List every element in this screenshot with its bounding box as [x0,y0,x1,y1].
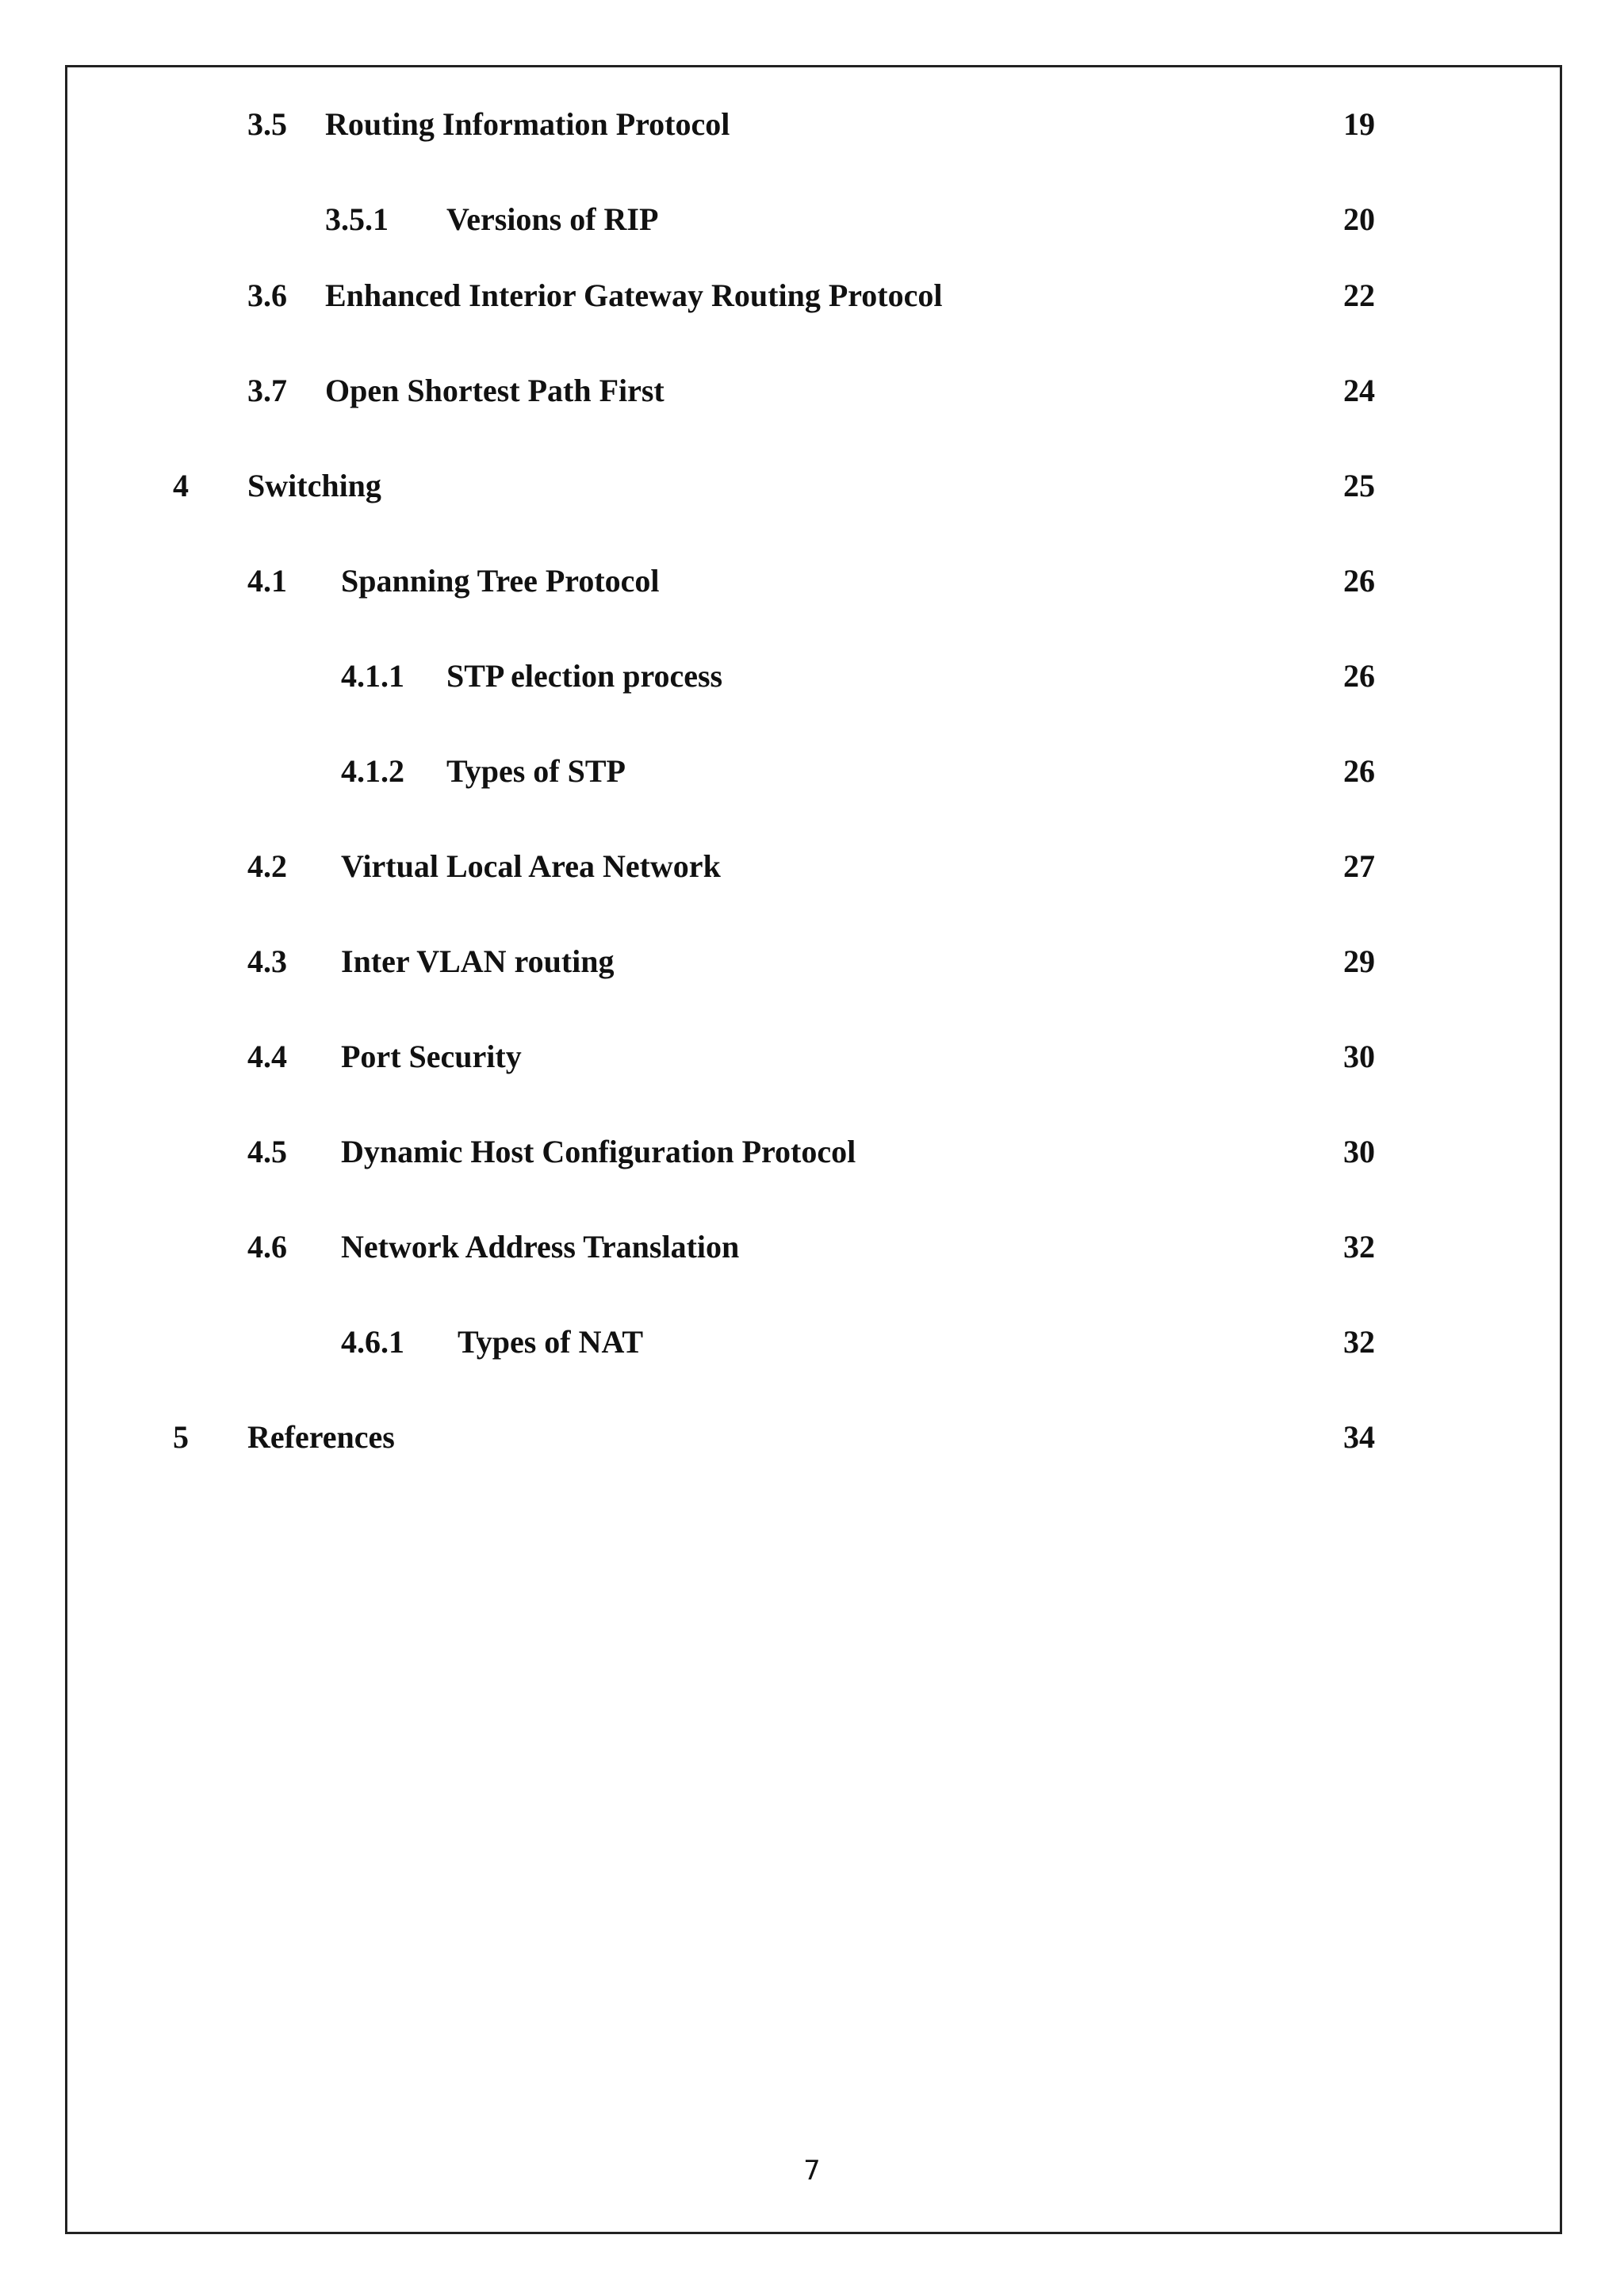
toc-entry-title: Routing Information Protocol [325,106,730,142]
toc-entry-number: 4.2 [247,848,287,884]
toc-entry [0,843,1624,890]
toc-entry-number: 4.6 [247,1229,287,1265]
toc-entry [0,1414,1624,1461]
toc-entry-page: 32 [1343,1229,1375,1265]
toc-entry-number: 4.3 [247,943,287,979]
toc-entry-number: 4 [173,468,189,503]
toc-entry-page: 34 [1343,1419,1375,1455]
toc-entry-number: 3.5.1 [325,201,389,237]
toc-entry-title: Spanning Tree Protocol [341,563,660,599]
toc-entry [0,1128,1624,1176]
toc-entry [0,938,1624,985]
toc-entry-number: 3.6 [247,277,287,313]
toc-entry-number: 4.1.1 [341,658,404,694]
toc-entry-page: 30 [1343,1134,1375,1169]
toc-entry-page: 26 [1343,658,1375,694]
toc-entry [0,367,1624,415]
toc-entry-title: Virtual Local Area Network [341,848,721,884]
toc-entry-number: 3.7 [247,373,287,408]
toc-entry-page: 20 [1343,201,1375,237]
toc-entry-title: Switching [247,468,381,503]
toc-entry-number: 5 [173,1419,189,1455]
toc-entry-number: 4.4 [247,1039,287,1074]
toc-entry-page: 29 [1343,943,1375,979]
toc-entry-title: References [247,1419,395,1455]
toc-entry-title: Types of STP [446,753,626,789]
toc-entry [0,101,1624,148]
toc-entry [0,272,1624,320]
toc-entry-title: STP election process [446,658,723,694]
toc-entry-number: 4.1 [247,563,287,599]
toc-entry-page: 26 [1343,563,1375,599]
page-number: 7 [803,2155,821,2187]
toc-entry [0,1318,1624,1366]
toc-entry [0,462,1624,510]
toc-entry-title: Dynamic Host Configuration Protocol [341,1134,856,1169]
toc-entry-page: 19 [1343,106,1375,142]
toc-entry [0,557,1624,605]
toc-entry-number: 3.5 [247,106,287,142]
toc-entry-number: 4.5 [247,1134,287,1169]
toc-entry [0,1223,1624,1271]
toc-entry-title: Enhanced Interior Gateway Routing Protocol [325,277,943,313]
toc-entry-title: Port Security [341,1039,522,1074]
toc-entry-page: 30 [1343,1039,1375,1074]
toc-entry-title: Versions of RIP [446,201,659,237]
toc-entry-page: 24 [1343,373,1375,408]
toc-entry-title: Types of NAT [458,1324,644,1360]
toc-entry-page: 22 [1343,277,1375,313]
toc-entry-page: 25 [1343,468,1375,503]
toc-entry [0,1033,1624,1081]
toc-entry-page: 32 [1343,1324,1375,1360]
toc-entry [0,652,1624,700]
toc-entry-number: 4.6.1 [341,1324,404,1360]
toc-entry-title: Network Address Translation [341,1229,740,1265]
toc-entry-number: 4.1.2 [341,753,404,789]
toc-entry-page: 26 [1343,753,1375,789]
toc-entry [0,748,1624,795]
toc-entry-title: Inter VLAN routing [341,943,615,979]
toc-entry-page: 27 [1343,848,1375,884]
toc-entry [0,196,1624,243]
toc-entry-title: Open Shortest Path First [325,373,665,408]
